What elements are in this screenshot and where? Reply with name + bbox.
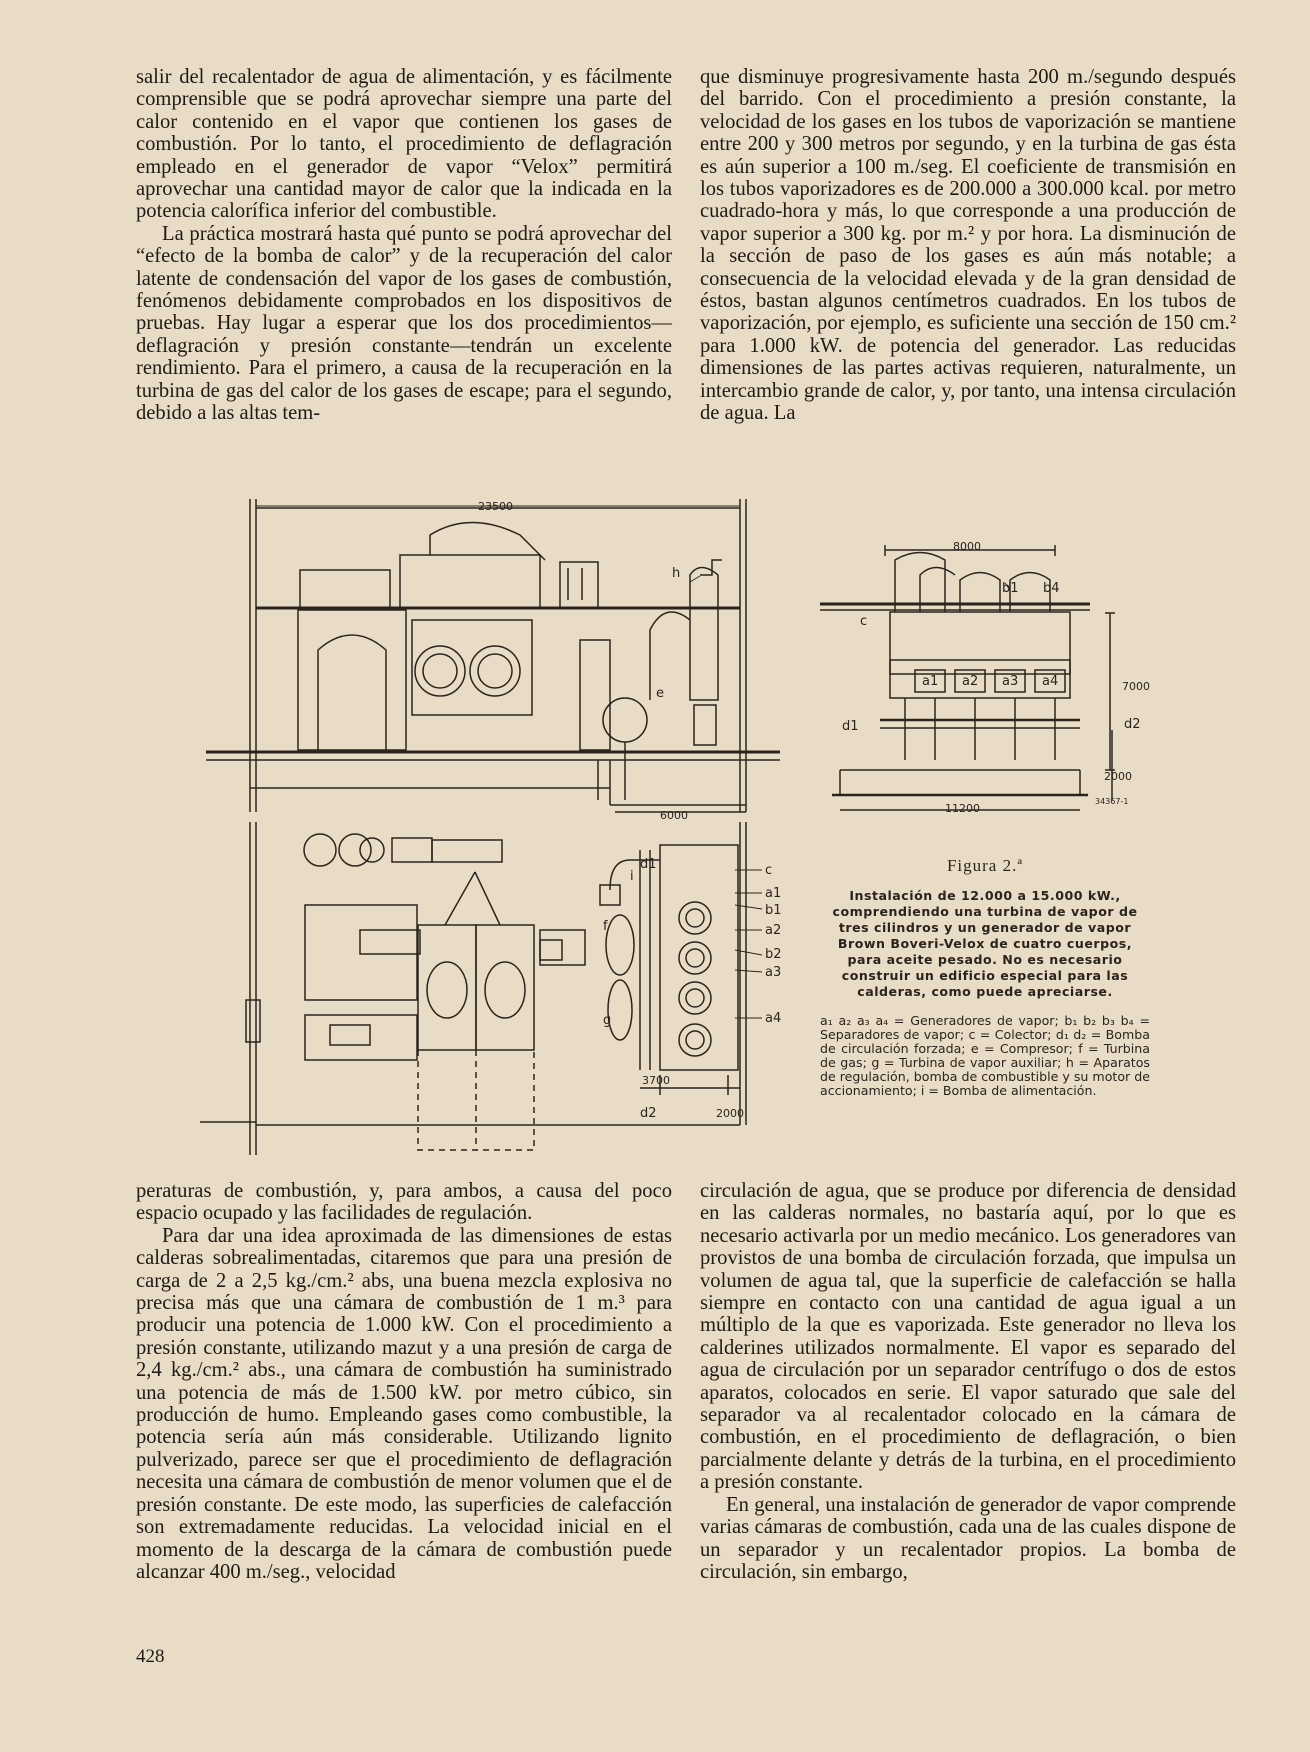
label-plan-c: c (765, 863, 773, 878)
label-plan-b1: b1 (765, 903, 782, 918)
label-c: c (860, 614, 868, 629)
label-plan-g: g (603, 1013, 612, 1028)
dim-2000-b: 2000 (716, 1107, 744, 1120)
column-top-right (700, 66, 1236, 425)
paragraph: Para dar una idea aproximada de las dimensiones de estas calderas sobrealimentadas, citaremos que para una presión de carga de 2 a 2,5 kg./cm.² abs, una buena mezcla explosiva no precisa más que una cámara de combustión de 1 m.³ para producir una potencia de 1.000 kW. Con el procedimiento a presión constante, utilizando mazut y a una presión de carga de 2,4 kg./cm.² abs., una cámara de combustión ha suministrado una potencia de más de 1.500 kW. por metro cúbico, sin producción de humo. Empleando gases como combustible, la potencia sería aún más considerable. Utilizando lignito pulverizado, parece ser que el procedimiento de deflagración necesita una cámara de combustión de menor volumen que el de presión constante. De este modo, las superficies de calefacción son extremadamente reducidas. La velocidad inicial en el momento de la descarga de la cámara de combustión puede alcanzar 400 m./seg., velocidad (136, 1224, 672, 1583)
label-d2: d2 (1124, 717, 1141, 732)
page-number: 428 (136, 1646, 165, 1667)
dim-7000: 7000 (1122, 680, 1150, 693)
paragraph: salir del recalentador de agua de alimentación, y es fácilmente comprensible que se podrá aprovechar siempre una parte del calor contenido en el vapor que contienen los gases de combustión. Por lo tanto, el procedimiento de deflagración empleado en el generador de vapor “Velox” permitirá aprovechar una cantidad mayor de calor que la indicada en la potencia calorífica inferior del combustible. (136, 66, 672, 223)
label-plan-d2: d2 (640, 1106, 657, 1121)
label-b4: b4 (1043, 581, 1060, 596)
paragraph: que disminuye progresivamente hasta 200 m./segundo después del barrido. Con el procedimiento a presión constante, la velocidad de los gases en los tubos de vaporización se mantiene entre 200 y 300 metros por segundo, y en la turbina de gas ésta es aún superior a 100 m./seg. El coeficiente de transmisión en los tubos vaporizadores es de 200.000 a 300.000 kcal. por metro cuadrado-hora y más, lo que corresponde a una producción de vapor superior a 300 kg. por m.² y por hora. La disminución de la sección de paso de los gases es aún más notable; a consecuencia de la velocidad elevada y de la gran densidad de éstos, bastan algunos centímetros cuadrados. En los tubos de vaporización, por ejemplo, es suficiente una sección de 150 cm.² para 1.000 kW. de potencia del generador. Las reducidas dimensiones de las partes activas requieren, naturalmente, un intercambio grande de calor, y, por tanto, una intensa circulación de agua. La (700, 66, 1236, 425)
dim-3700: 3700 (642, 1074, 670, 1087)
paragraph: circulación de agua, que se produce por diferencia de densidad en las calderas normales, no bastaría aquí, por lo que es necesario activarla por un medio mecánico. Los generadores van provistos de una bomba de circulación forzada, que impulsa un volumen de agua tal, que la superficie de calefacción se halla siempre en contacto con una cantidad de agua igual a un múltiplo de la que es vaporizada. Este generador no lleva los calderines utilizados normalmente. El vapor es separado del agua de circulación por un separador centrífugo o dos de estos aparatos, colocados en serie. El vapor saturado que sale del separador va al recalentador colocado en la cámara de combustión, en el procedimiento de deflagración, o bien parcialmente delante y detrás de la turbina, en el procedimiento a presión constante. (700, 1180, 1236, 1494)
elevation-drawing (206, 499, 780, 812)
label-a2: a2 (962, 674, 979, 689)
label-plan-a4: a4 (765, 1011, 782, 1026)
label-a1: a1 (922, 674, 939, 689)
paragraph: En general, una instalación de generador de vapor comprende varias cámaras de combustión, cada una de las cuales dispone de un separador y un recalentador propios. La bomba de circulación, sin embargo, (700, 1493, 1236, 1583)
label-plan-b2: b2 (765, 947, 782, 962)
label-b1: b1 (1002, 581, 1019, 596)
label-h: h (672, 566, 681, 581)
figure-title: Instalación de 12.000 a 15.000 kW., comprendiendo una turbina de vapor de tres cilindros y un generador de vapor Brown Boveri-Velox de cuatro cuerpos, para aceite pesado. No es necesario construir un edificio especial para las calderas, como puede apreciarse. (832, 888, 1138, 999)
label-plan-i: i (630, 869, 634, 884)
figure-label: Figura 2.ª (946, 856, 1024, 875)
label-plan-a1: a1 (765, 886, 782, 901)
column-top-left (136, 66, 672, 425)
plan-drawing (200, 822, 746, 1155)
label-plan-f: f (603, 919, 608, 934)
label-plan-a2: a2 (765, 923, 782, 938)
column-bottom-left (136, 1180, 672, 1583)
boiler-plan-drawing (600, 845, 740, 1095)
dim-2000-a: 2000 (1104, 770, 1132, 783)
dim-8000: 8000 (953, 540, 981, 553)
label-plan-d1: d1 (640, 857, 657, 872)
dim-11200: 11200 (945, 802, 980, 815)
figure-legend: a₁ a₂ a₃ a₄ = Generadores de vapor; b₁ b₂ b₃ b₄ = Separadores de vapor; c = Colector; d₁ d₂ = Bomba de circulación forzada; e = Compresor; f = Turbina de gas; g = Turbina de vapor auxiliar; h = Aparatos de regulación, bomba de combustible y su motor de accionamiento; i = Bomba de alimentación. (820, 1013, 1150, 1098)
label-plan-a3: a3 (765, 965, 782, 980)
side-elevation-drawing (820, 545, 1115, 810)
label-a4: a4 (1042, 674, 1059, 689)
column-bottom-right (700, 1180, 1236, 1583)
label-a3: a3 (1002, 674, 1019, 689)
dim-23500: 23500 (478, 500, 513, 513)
figure-caption (820, 856, 1150, 1098)
figure-reference: 34367-1 (1095, 797, 1129, 806)
paragraph: peraturas de combustión, y, para ambos, a causa del poco espacio ocupado y las facilidades de regulación. (136, 1180, 672, 1225)
paragraph: La práctica mostrará hasta qué punto se podrá aprovechar del “efecto de la bomba de calor” y de la recuperación del calor latente de condensación del vapor de los gases de combustión, fenómenos debidamente comprobados en los dispositivos de pruebas. Hay lugar a esperar que los dos procedimientos—deflagración y presión constante—tendrán un excelente rendimiento. Para el primero, a causa de la recuperación en la turbina de gas del calor de los gases de escape; para el segundo, debido a las altas tem- (136, 222, 672, 425)
dim-6000: 6000 (660, 809, 688, 822)
label-d1: d1 (842, 719, 859, 734)
label-e: e (656, 686, 664, 701)
